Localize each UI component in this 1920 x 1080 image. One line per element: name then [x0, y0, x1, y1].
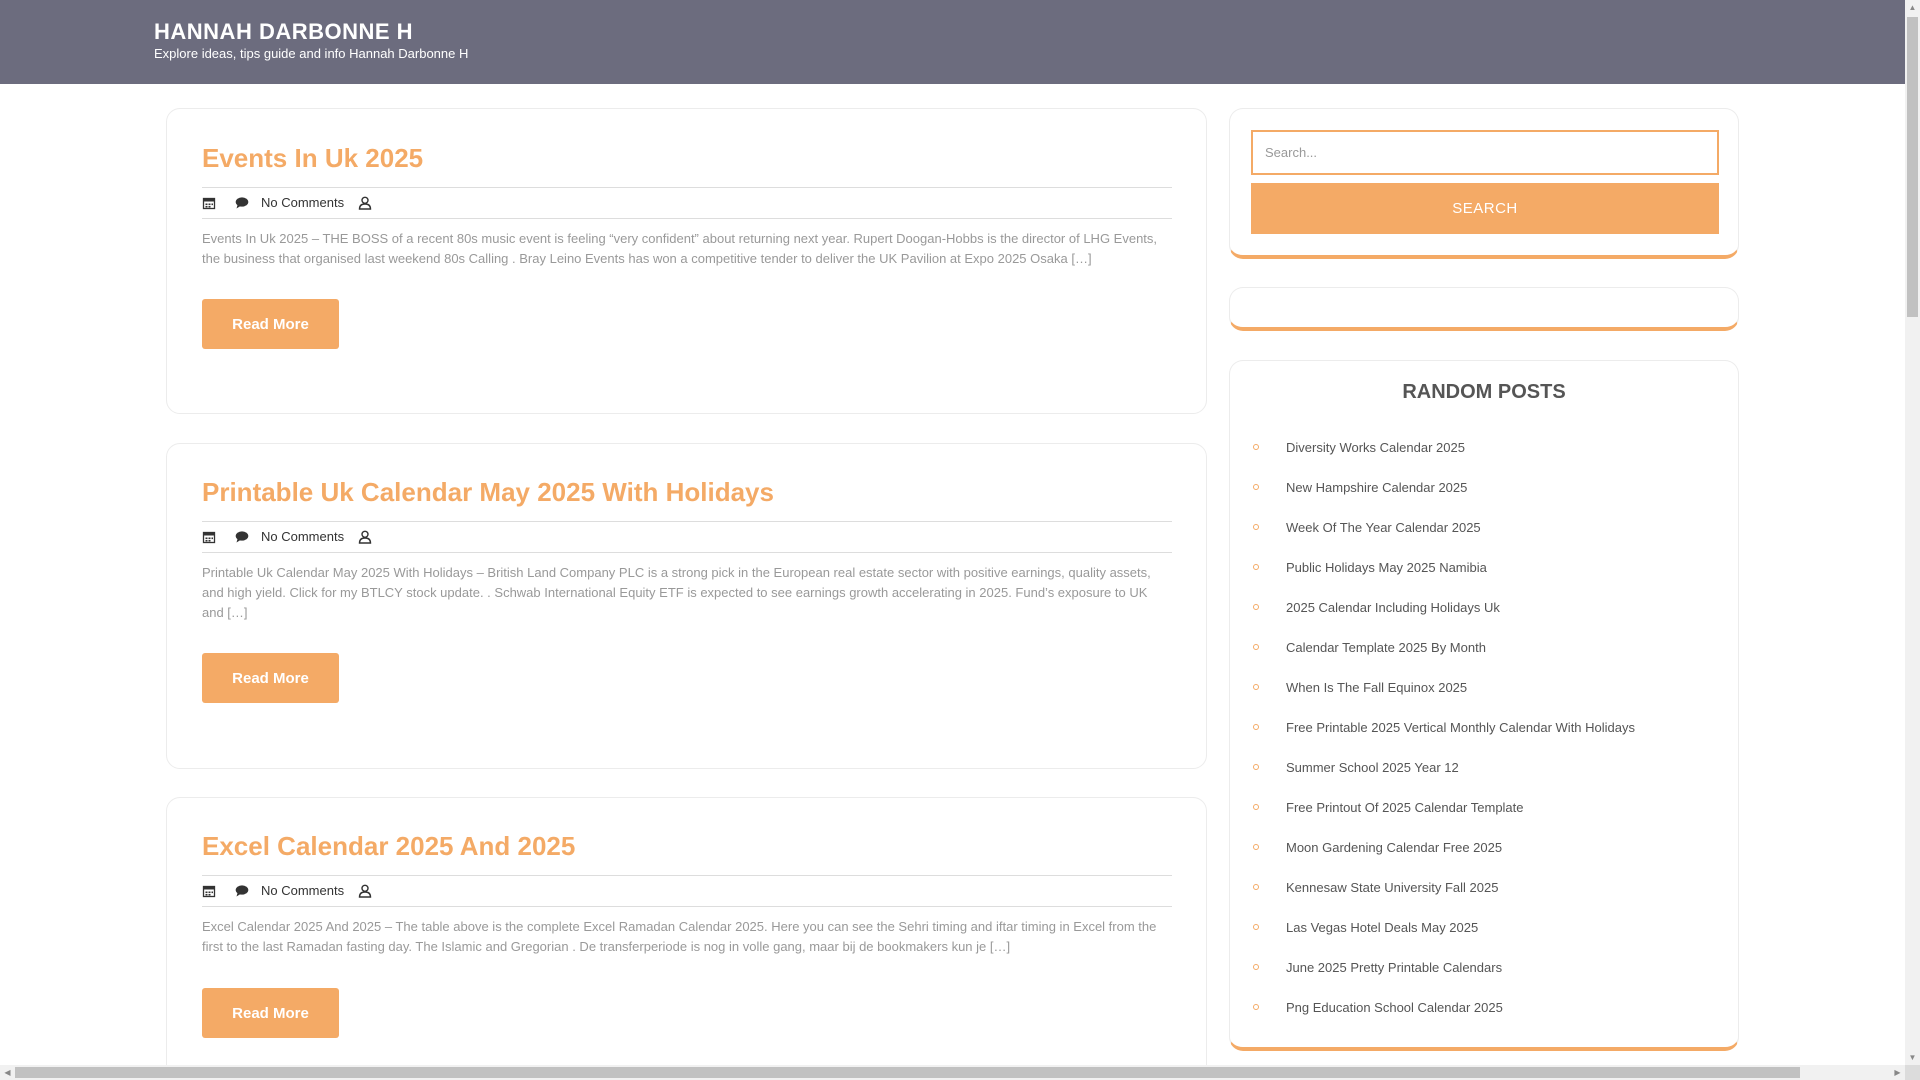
bullet-icon: [1253, 884, 1259, 890]
random-post-link[interactable]: June 2025 Pretty Printable Calendars: [1286, 959, 1503, 975]
bullet-icon: [1253, 444, 1259, 450]
list-item: [1250, 587, 1720, 627]
list-item: [1250, 947, 1720, 987]
bullet-icon: [1253, 764, 1259, 770]
random-post-link[interactable]: 2025 Calendar Including Holidays Uk: [1286, 599, 1500, 615]
bullet-icon: [1253, 564, 1259, 570]
list-item: [1250, 547, 1720, 587]
post-title[interactable]: Events In Uk 2025: [202, 143, 424, 173]
random-post-link[interactable]: Kennesaw State University Fall 2025: [1286, 879, 1499, 895]
post-excerpt: Events In Uk 2025 – THE BOSS of a recent 80s music event is feeling “very confident” about returning next year. Rupert Doogan-Hobbs is the director of LHG Events, the business that organised last weekend 80s Calling . Bray Leino Events has won a competitive tender to deliver the UK Pavilion at Expo 2025 Osaka […]: [202, 231, 1158, 266]
list-item: [1250, 787, 1720, 827]
site-title[interactable]: HANNAH DARBONNE H: [154, 19, 414, 44]
bullet-icon: [1253, 1004, 1259, 1010]
calendar-icon: [202, 884, 216, 898]
comment-icon: [235, 530, 249, 544]
scrollbar-corner: [1905, 1065, 1920, 1080]
post-meta: [202, 875, 1172, 907]
list-item: [1250, 747, 1720, 787]
site-header: [0, 0, 1905, 84]
random-posts-widget: [1229, 360, 1739, 1051]
post-excerpt: Printable Uk Calendar May 2025 With Holidays – British Land Company PLC is a strong pick in the European real estate sector with positive earnings, quality assets, and high yield. Click for my BTLCY stock update. . Schwab International Equity ETF is expected to see earnings growth accelerating in 2025. Fund’s exposure to UK and […]: [202, 565, 1151, 620]
search-widget: [1229, 108, 1739, 259]
horizontal-scrollbar-thumb[interactable]: [15, 1067, 1800, 1078]
random-post-link[interactable]: Calendar Template 2025 By Month: [1286, 639, 1486, 655]
comment-icon: [235, 196, 249, 210]
list-item: [1250, 907, 1720, 947]
user-icon: [358, 196, 372, 210]
post-card: [166, 797, 1207, 1080]
scroll-left-arrow-icon[interactable]: ◀: [4, 1068, 11, 1077]
random-post-link[interactable]: Free Printable 2025 Vertical Monthly Calendar With Holidays: [1286, 719, 1636, 735]
empty-widget: [1229, 287, 1739, 331]
post-title[interactable]: Excel Calendar 2025 And 2025: [202, 831, 576, 861]
list-item: [1250, 707, 1720, 747]
calendar-icon: [202, 530, 216, 544]
comments-link[interactable]: No Comments: [261, 195, 345, 210]
comments-link[interactable]: No Comments: [261, 529, 345, 544]
scroll-up-arrow-icon[interactable]: ▲: [1908, 3, 1917, 12]
read-more-button[interactable]: Read More: [202, 653, 339, 703]
random-post-link[interactable]: New Hampshire Calendar 2025: [1286, 479, 1468, 495]
scroll-down-arrow-icon[interactable]: ▼: [1908, 1053, 1917, 1062]
comments-link[interactable]: No Comments: [261, 883, 345, 898]
user-icon: [358, 884, 372, 898]
post-title[interactable]: Printable Uk Calendar May 2025 With Holidays: [202, 477, 774, 507]
post-excerpt: Excel Calendar 2025 And 2025 – The table above is the complete Excel Ramadan Calendar 2025. Here you can see the Sehri timing and iftar timing in Excel from the first to the last Ramadan fasting day. The Islamic and Gregorian . De transferperiode is nog in volle gang, maar bij de bookmakers kun je […]: [202, 919, 1157, 954]
random-posts-title: RANDOM POSTS: [1402, 381, 1566, 403]
bullet-icon: [1253, 844, 1259, 850]
read-more-button[interactable]: Read More: [202, 299, 339, 349]
bullet-icon: [1253, 684, 1259, 690]
list-item: [1250, 467, 1720, 507]
random-post-link[interactable]: Las Vegas Hotel Deals May 2025: [1286, 919, 1479, 935]
site-tagline: Explore ideas, tips guide and info Hannah Darbonne H: [154, 46, 469, 61]
random-post-link[interactable]: When Is The Fall Equinox 2025: [1286, 679, 1468, 695]
post-card: [166, 443, 1207, 769]
random-post-link[interactable]: Summer School 2025 Year 12: [1286, 759, 1459, 775]
bullet-icon: [1253, 804, 1259, 810]
list-item: [1250, 627, 1720, 667]
comment-icon: [235, 884, 249, 898]
random-post-link[interactable]: Public Holidays May 2025 Namibia: [1286, 559, 1487, 575]
scroll-right-arrow-icon[interactable]: ▶: [1894, 1068, 1901, 1077]
list-item: [1250, 507, 1720, 547]
list-item: [1250, 827, 1720, 867]
read-more-button[interactable]: Read More: [202, 988, 339, 1038]
post-meta: [202, 521, 1172, 553]
list-item: [1250, 667, 1720, 707]
bullet-icon: [1253, 484, 1259, 490]
bullet-icon: [1253, 924, 1259, 930]
post-meta: [202, 187, 1172, 219]
bullet-icon: [1253, 644, 1259, 650]
calendar-icon: [202, 196, 216, 210]
list-item: [1250, 987, 1720, 1027]
bullet-icon: [1253, 604, 1259, 610]
bullet-icon: [1253, 724, 1259, 730]
list-item: [1250, 867, 1720, 907]
post-card: [166, 108, 1207, 414]
random-post-link[interactable]: Free Printout Of 2025 Calendar Template: [1286, 799, 1524, 815]
search-button[interactable]: SEARCH: [1251, 183, 1719, 234]
random-post-link[interactable]: Diversity Works Calendar 2025: [1286, 439, 1465, 455]
vertical-scrollbar-thumb[interactable]: [1907, 17, 1918, 317]
search-input[interactable]: [1251, 130, 1719, 175]
random-post-link[interactable]: Moon Gardening Calendar Free 2025: [1286, 839, 1503, 855]
random-post-link[interactable]: Week Of The Year Calendar 2025: [1286, 519, 1481, 535]
user-icon: [358, 530, 372, 544]
random-post-link[interactable]: Png Education School Calendar 2025: [1286, 999, 1503, 1015]
list-item: [1250, 427, 1720, 467]
random-posts-list: [1250, 427, 1720, 1027]
bullet-icon: [1253, 964, 1259, 970]
bullet-icon: [1253, 524, 1259, 530]
